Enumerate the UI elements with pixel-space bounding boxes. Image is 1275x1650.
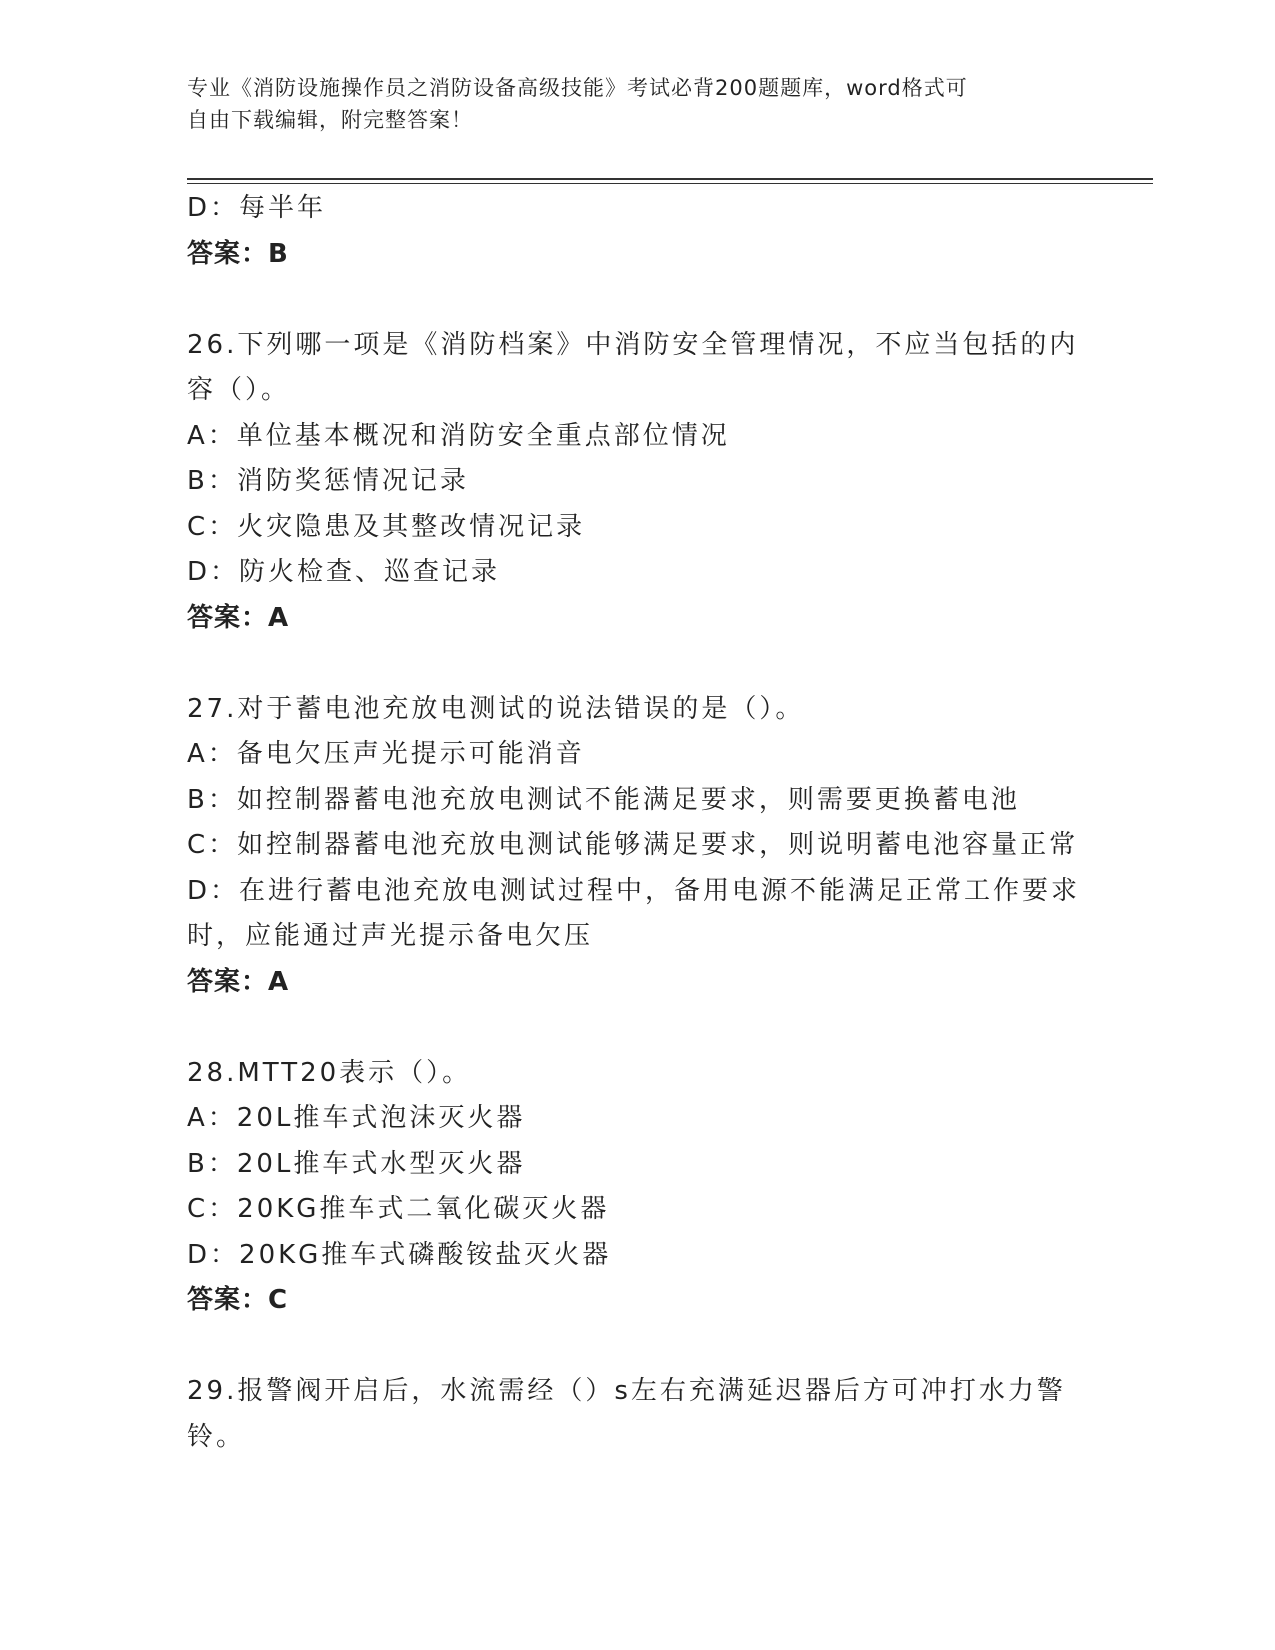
question-26-text-cont: 容（）。 [187,375,291,405]
question-27-answer: 答案：A [187,966,290,997]
spacer [187,1005,1077,1051]
spacer [187,1324,1077,1370]
question-26-option-c: C：火灾隐患及其整改情况记录 [187,511,586,542]
spacer [187,277,1077,323]
question-28-option-c: C：20KG推车式二氧化碳灭火器 [187,1194,610,1224]
question-27-option-d: D：在进行蓄电池充放电测试过程中，备用电源不能满足正常工作要求 [187,875,1081,906]
prev-answer: 答案：B [187,238,289,269]
question-29-text: 29.报警阀开启后，水流需经（）s左右充满延迟器后方可冲打水力警 [187,1376,1066,1406]
header-divider-thin [187,183,1153,184]
question-27-option-b: B：如控制器蓄电池充放电测试不能满足要求，则需要更换蓄电池 [187,784,1020,815]
document-body [187,186,1081,1460]
question-28-option-b: B：20L推车式水型灭火器 [187,1148,526,1179]
question-28-answer: 答案：C [187,1285,289,1315]
question-29-text-cont: 铃。 [187,1421,246,1452]
question-28-option-d: D：20KG推车式磷酸铵盐灭火器 [187,1239,612,1270]
header-divider-thick [187,178,1153,180]
question-28 [187,1051,1077,1324]
question-27-option-a: A：备电欠压声光提示可能消音 [187,739,585,769]
question-27 [187,687,1081,1006]
question-26-text: 26.下列哪一项是《消防档案》中消防安全管理情况，不应当包括的内 [187,329,1079,360]
spacer [187,641,1077,687]
question-27-text: 27.对于蓄电池充放电测试的说法错误的是（）。 [187,693,805,724]
prev-option-d: D：每半年 [187,193,327,223]
question-27-option-c: C：如控制器蓄电池充放电测试能够满足要求，则说明蓄电池容量正常 [187,830,1079,860]
question-26-option-b: B：消防奖惩情况记录 [187,466,469,496]
question-26 [187,323,1077,642]
document-header [187,72,1067,136]
question-28-text: 28.MTT20表示（）。 [187,1057,472,1088]
question-26-answer: 答案：A [187,602,290,633]
question-28-option-a: A：20L推车式泡沫灭火器 [187,1103,526,1133]
question-29 [187,1369,1077,1460]
question-26-option-d: D：防火检查、巡查记录 [187,557,501,587]
header-line-1: 专业《消防设施操作员之消防设备高级技能》考试必背200题题库，word格式可 [187,76,968,100]
header-line-2: 自由下载编辑，附完整答案！ [187,108,473,132]
question-26-option-a: A：单位基本概况和消防安全重点部位情况 [187,420,730,451]
question-27-option-d-cont: 时，应能通过声光提示备电欠压 [187,921,594,951]
